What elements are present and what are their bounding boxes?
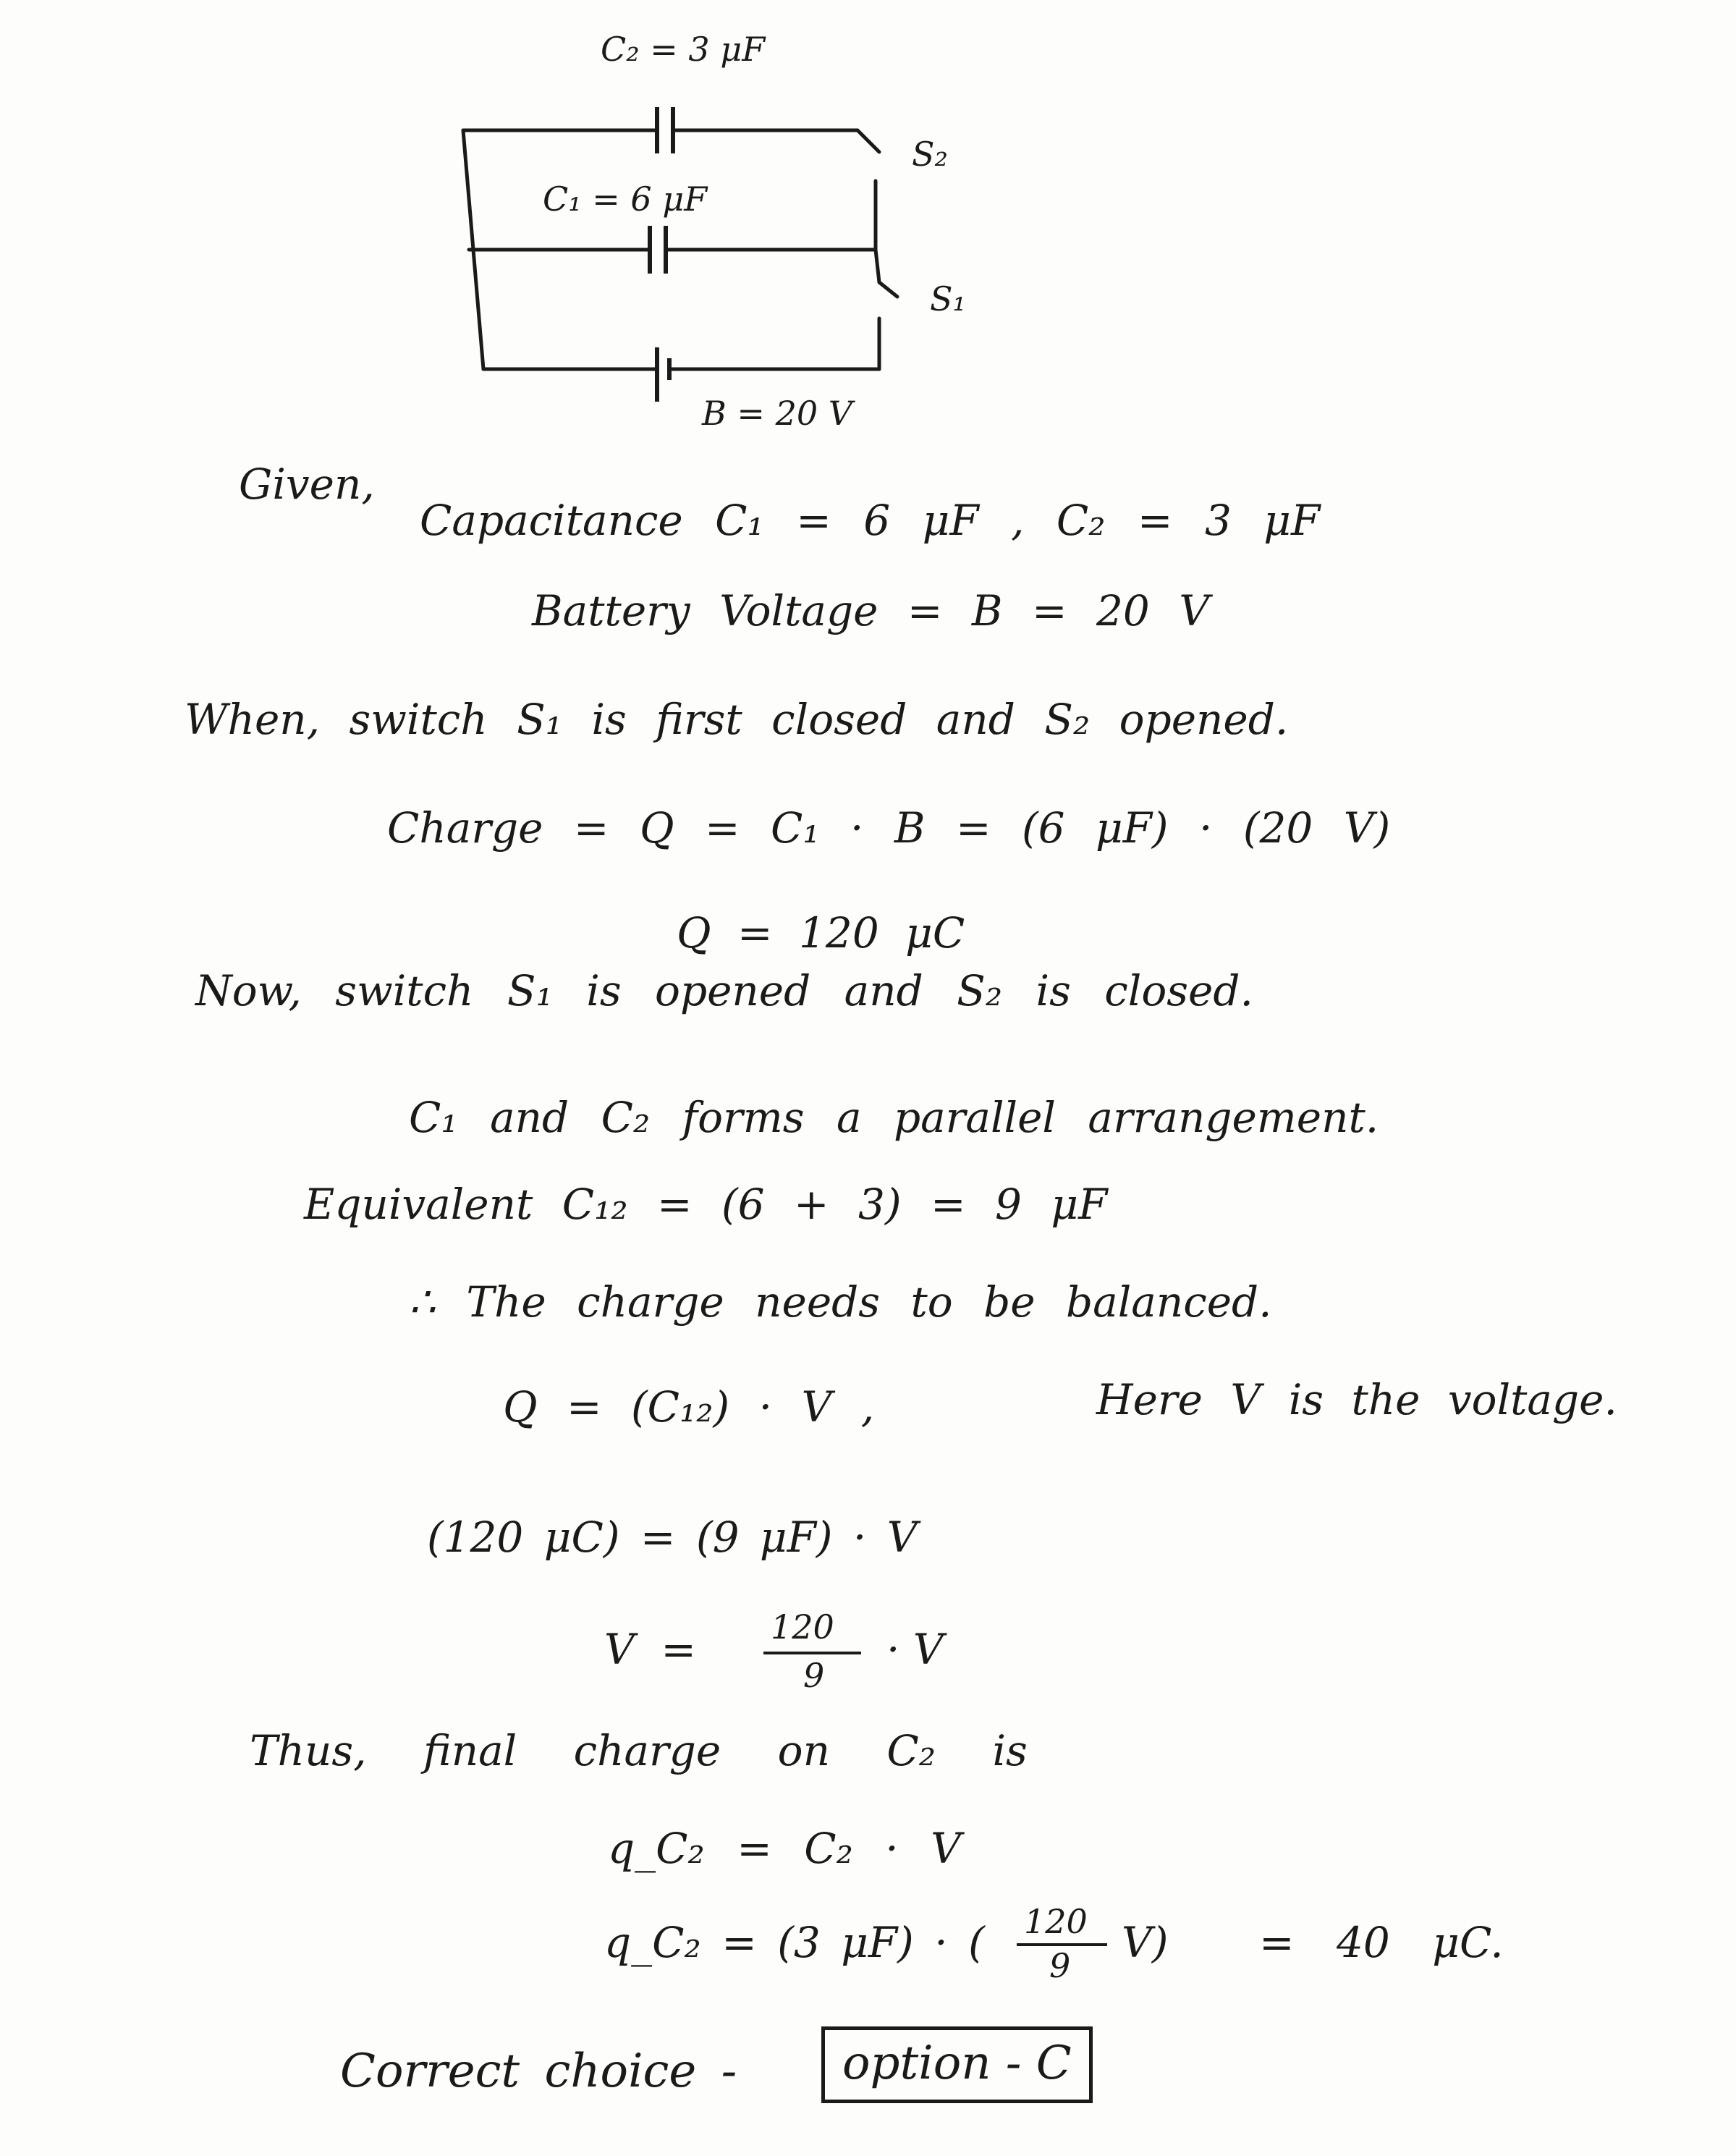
s2-label: S₂ (912, 135, 948, 174)
charge-result: Q = 120 μC (677, 908, 965, 957)
c2-label: C₂ = 3 μF (601, 30, 766, 69)
switch-s2-blade (858, 130, 879, 152)
final-intro: Thus, final charge on C₂ is (250, 1726, 1028, 1775)
given-heading: Given, (239, 460, 375, 509)
equivalent-capacitance: Equivalent C₁₂ = (6 + 3) = 9 μF (304, 1180, 1108, 1229)
step1-intro: When, switch S₁ is first closed and S₂ opened. (185, 695, 1289, 744)
circuit-diagram (0, 0, 1736, 463)
c1-label: C₁ = 6 μF (543, 179, 708, 219)
qc2-equation: q_C₂ = C₂ · V (608, 1824, 962, 1873)
capacitance-line: Capacitance C₁ = 6 μF , C₂ = 3 μF (420, 496, 1321, 545)
v-numerator: 120 (771, 1607, 834, 1646)
v-lhs: V = (604, 1625, 696, 1674)
parallel-note: C₁ and C₂ forms a parallel arrangement. (409, 1093, 1379, 1142)
qc2-calc-lhs: q_C₂ = (3 μF) · ( (604, 1918, 985, 1967)
substitution-equation: (120 μC) = (9 μF) · V (427, 1513, 918, 1562)
v-unit: · V (886, 1625, 944, 1674)
qc2-calc-rhs: V) (1122, 1918, 1169, 1967)
balance-note: ∴ The charge needs to be balanced. (409, 1277, 1272, 1327)
v-denominator: 9 (803, 1656, 825, 1695)
charge-equation: Charge = Q = C₁ · B = (6 μF) · (20 V) (387, 803, 1391, 853)
qc2-numerator: 120 (1024, 1902, 1088, 1941)
answer-text: option - C (842, 2037, 1072, 2090)
qc2-result: = 40 μC. (1259, 1918, 1504, 1967)
battery-label: B = 20 V (702, 394, 852, 433)
v-fraction-bar (763, 1652, 861, 1654)
answer-box (821, 2026, 1093, 2103)
s1-label: S₁ (930, 279, 966, 318)
correct-choice-label: Correct choice - (340, 2045, 737, 2098)
step2-intro: Now, switch S₁ is opened and S₂ is closed. (195, 966, 1253, 1015)
q-equation: Q = (C₁₂) · V , (503, 1382, 875, 1432)
voltage-note: Here V is the voltage. (1096, 1375, 1617, 1424)
battery-line: Battery Voltage = B = 20 V (532, 586, 1210, 635)
qc2-denominator: 9 (1049, 1946, 1071, 1985)
switch-s1-blade (876, 250, 879, 282)
switch-s1-tip (879, 282, 897, 297)
